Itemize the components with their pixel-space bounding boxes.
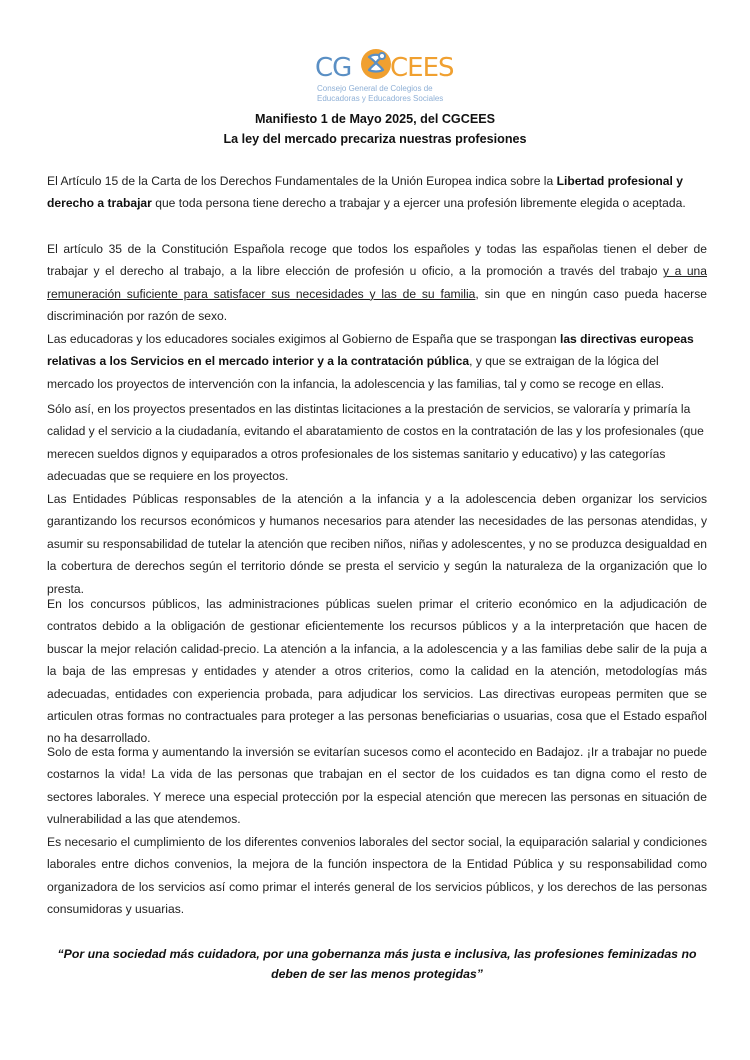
paragraph-investment: Solo de esta forma y aumentando la inversión se evitarían sucesos como el acontecido en Badajoz. ¡Ir a trabajar no puede costarnos la vida! La vida de las personas que trabajan en el sector de los cuidados es tan digna como el resto de sectores laborales. Y merece una especial protección por la especial atención que merecen las personas en situación de vulnerabilidad a las que atendemos.: [47, 745, 707, 827]
paragraph-underlined-text: y a una remuneración suficiente para satisfacer sus necesidades y las de su familia: [47, 264, 707, 301]
logo-subtitle-line-1: Consejo General de Colegios de: [317, 84, 433, 93]
logo-wordmark: [313, 48, 463, 82]
closing-quote-line-2: deben de ser las menos protegidas”: [271, 967, 483, 981]
logo-subtitle: [317, 84, 443, 103]
logo-cees-text: CEES: [390, 53, 454, 83]
paragraph-article-15: [47, 170, 707, 215]
paragraph-text: El Artículo 15 de la Carta de los Derechos Fundamentales de la Unión Europea indica sobre la: [47, 174, 557, 188]
document-subtitle: La ley del mercado precariza nuestras profesiones: [223, 132, 527, 146]
document-title: Manifiesto 1 de Mayo 2025, del CGCEES: [254, 112, 496, 126]
logo-figure-icon: [360, 48, 392, 80]
closing-quote: [47, 944, 707, 984]
paragraph-text: , sin que en ningún caso pueda hacerse discriminación por razón de sexo.: [47, 286, 707, 324]
paragraph-text: Las educadoras y los educadores sociales exigimos al Gobierno de España que se traspongan: [47, 332, 560, 346]
paragraph-text: El artículo 35 de la Constitución Española recoge que todos los españoles y todas las españolas tienen el deber de trabajar y el derecho al trabajo, a la libre elección de profesión u oficio, a la promoción a través del trabajo: [47, 242, 707, 279]
paragraph-public-contests: En los concursos públicos, las administraciones públicas suelen primar el criterio económico en la adjudicación de contratos debido a la obligación de gestionar eficientemente los recursos públicos y a la interpretación que hacen de buscar la mejor relación calidad-precio. La atención a la infancia, a la adolescencia y a las familias debe salir de la puja a la baja de las empresas y entidades y atender a otros criterios, como la calidad en la atención, metodologías más adecuadas, entidades con experiencia probada, para adjudicar los servicios. Las directivas europeas permiten que se articulen otras formas no contractuales para proteger a las personas beneficiarias o usuarias, cosa que el Estado español no ha desarrollado.: [47, 597, 707, 746]
paragraph-article-35: [47, 238, 707, 328]
paragraph-bold-text: Libertad profesional y derecho a trabajar: [47, 174, 683, 211]
cgcees-logo: [313, 48, 463, 108]
paragraph-labor-agreements: Es necesario el cumplimiento de los diferentes convenios laborales del sector social, la equiparación salarial y condiciones laborales entre dichos convenios, la mejora de la función inspectora de la Entidad Pública y su responsabilidad como organizadora de los servicios así como primar el interés general de los servicios públicos, y los derechos de las personas consumidoras y usuarias.: [47, 835, 707, 917]
paragraph-public-entities: Las Entidades Públicas responsables de la atención a la infancia y a la adolescencia deben organizar los servicios garantizando los recursos económicos y humanos necesarios para atender las necesidades de las personas atendidas, y asumir su responsabilidad de tutelar la atención que reciben niños, niñas y adolescentes, y no se produzca desigualdad en la cobertura de derechos según el territorio dónde se presta el servicio y según la naturaleza de la organización que lo presta.: [47, 492, 707, 596]
paragraph-tenders: Sólo así, en los proyectos presentados en las distintas licitaciones a la prestación de servicios, se valoraría y primaría la calidad y el servicio a la ciudadanía, evitando el abaratamiento de costos en la contratación de las y los profesionales (que merecen sueldos dignos y equiparados a otros profesionales de los sistemas sanitario y educativo) y las categorías adecuadas que se requiere en los proyectos.: [47, 402, 704, 484]
paragraph-bold-text: las directivas europeas relativas a los Servicios en el mercado interior y a la contratación pública: [47, 332, 694, 369]
paragraph-text: que toda persona tiene derecho a trabajar y a ejercer una profesión libremente elegida o aceptada.: [151, 196, 686, 211]
paragraph-text: , y que se extraigan de la lógica del mercado los proyectos de intervención con la infancia, la adolescencia y las familias, tal y como se recoge en ellas.: [47, 354, 665, 391]
paragraph-demands: [47, 328, 707, 395]
logo-cg-text: CG: [315, 53, 352, 83]
closing-quote-line-1: “Por una sociedad más cuidadora, por una gobernanza más justa e inclusiva, las profesiones feminizadas no: [57, 947, 697, 961]
logo-subtitle-line-2: Educadoras y Educadores Sociales: [317, 93, 444, 103]
